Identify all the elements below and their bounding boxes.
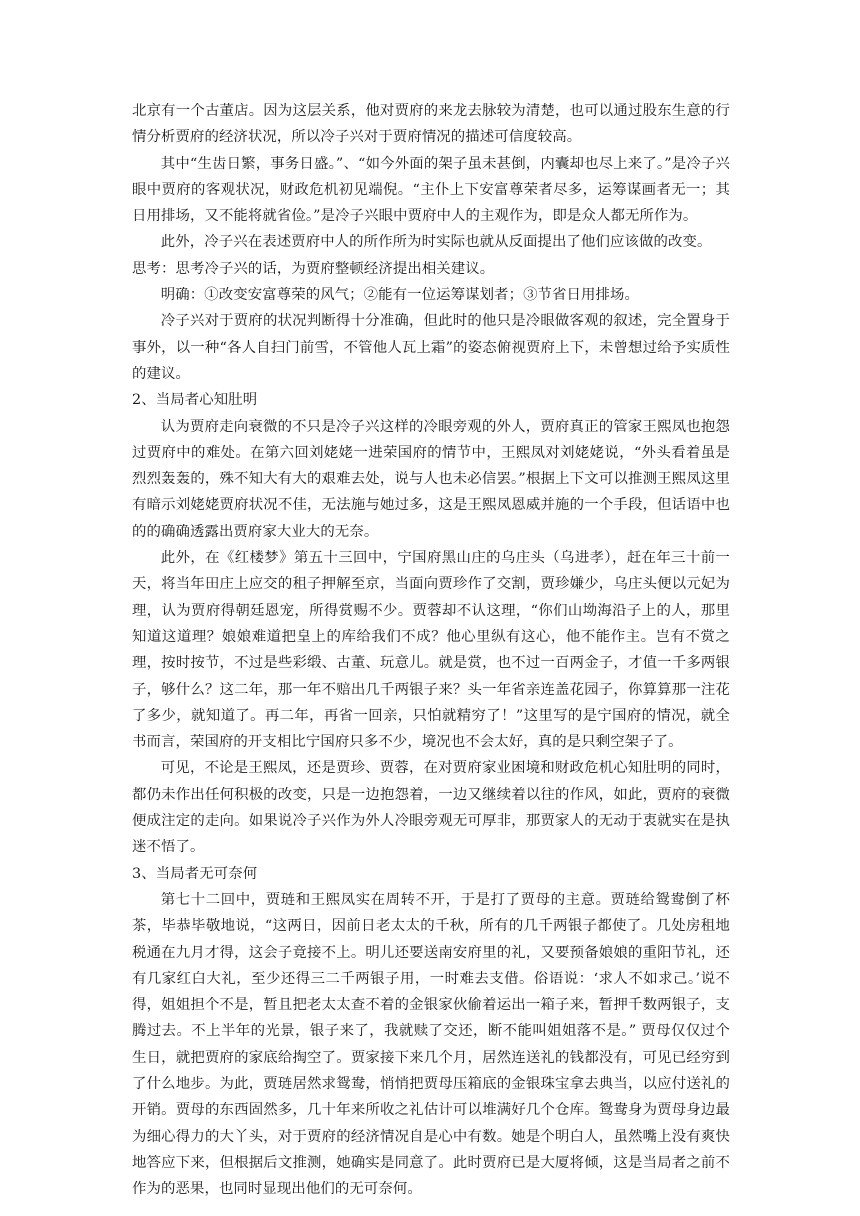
section-heading-2: 2、当局者心知肚明 xyxy=(132,392,258,409)
paragraph-conclusion-2: 可见，不论是王熙凤，还是贾珍、贾蓉，在对贾府家业困境和财政危机心知肚明的同时，都仍未作出任何积极的改变，只是一边抱怨着，一边又继续着以往的作风，如此，贾府的衰微便成注定的走向。如果说冷子兴作为外人冷眼旁观无可厚非，那贾家人的无动于衷就实在是执迷不悟了。 xyxy=(132,760,730,856)
document-body xyxy=(132,98,730,1202)
section-heading-3: 3、当局者无可奈何 xyxy=(132,865,258,882)
paragraph-bystander-summary: 冷子兴对于贾府的状况判断得十分准确，但此时的他只是冷眼做客观的叙述，完全置身于事外，以一种“各人自扫门前雪，不管他人瓦上霜”的姿态俯视贾府上下，未曾想过给予实质性的建议。 xyxy=(132,313,730,382)
paragraph-chapter-72: 第七十二回中，贾琏和王熙凤实在周转不开，于是打了贾母的主意。贾琏给鸳鸯倒了杯茶，毕恭毕敬地说，“这两日，因前日老太太的千秋，所有的几千两银子都使了。几处房租地税通在九月才得，这会子竟接不上。明儿还要送南安府里的礼，又要预备娘娘的重阳节礼，还有几家红白大礼，至少还得三二千两银子用，一时难去支借。俗语说：‘求人不如求己。’说不得，姐姐担个不是，暂且把老太太查不着的金银家伙偷着运出一箱子来，暂押千数两银子，支腾过去。不上半年的光景，银子来了，我就赎了交还，断不能叫姐姐落不是。” 贾母仅仅过个生日，就把贾府的家底给掏空了。贾家接下来几个月，居然连送礼的钱都没有，可见已经穷到了什么地步。为此，贾琏居然求鸳鸯，悄悄把贾母压箱底的金银珠宝拿去典当，以应付送礼的开销。贾母的东西固然多，几十年来所收之礼估计可以堆满好几个仓库。鸳鸯身为贾母身边最为细心得力的大丫头，对于贾府的经济情况自是心中有数。她是个明白人，虽然嘴上没有爽快地答应下来，但根据后文推测，她确实是同意了。此时贾府已是大厦将倾，这是当局者之前不作为的恶果，也同时显现出他们的无可奈何。 xyxy=(132,891,730,1198)
paragraph-wang-xifeng: 认为贾府走向衰微的不只是冷子兴这样的冷眼旁观的外人，贾府真正的管家王熙凤也抱怨过贾府中的难处。在第六回刘姥姥一进荣国府的情节中，王熙凤对刘姥姥说，“外头看着虽是烈烈轰轰的，殊不知大有大的艰难去处，说与人也未必信罢。”根据上下文可以推测王熙凤这里有暗示刘姥姥贾府状况不佳，无法施与她过多，这是王熙凤恩威并施的一个手段，但话语中也的的确确透露出贾府家大业大的无奈。 xyxy=(132,418,730,540)
paragraph-quote-analysis: 其中“生齿日繁，事务日盛。”、“如今外面的架子虽未甚倒，内囊却也尽上来了。”是冷子兴眼中贾府的客观状况，财政危机初见端倪。“主仆上下安富尊荣者尽多，运筹谋画者无一；其日用排场，又不能将就省俭。”是冷子兴眼中贾府中人的主观作为，即是众人都无所作为。 xyxy=(132,155,730,225)
paragraph-chapter-53: 此外，在《红楼梦》第五十三回中，宁国府黑山庄的乌庄头（乌进孝），赶在年三十前一天，将当年田庄上应交的租子押解至京，当面向贾珍作了交割，贾珍嫌少，乌庄头便以元妃为理，认为贾府得朝廷恩宠，所得赏赐不少。贾蓉却不认这理，“你们山坳海沿子上的人，那里知道这道理？娘娘难道把皇上的库给我们不成？他心里纵有这心，他不能作主。岂有不赏之理，按时按节，不过是些彩缎、古董、玩意儿。就是赏，也不过一百两金子，才值一千多两银子，够什么？这二年，那一年不赔出几千两银子来？头一年省亲连盖花园子，你算算那一注花了多少，就知道了。再二年，再省一回亲，只怕就精穷了！”这里写的是宁国府的情况，就全书而言，荣国府的开支相比宁国府只多不少，境况也不会太好，真的是只剩空架子了。 xyxy=(132,550,730,751)
paragraph-answer: 明确：①改变安富尊荣的风气；②能有一位运筹谋划者；③节省日用排场。 xyxy=(160,287,639,304)
paragraph-thinking-question: 思考：思考冷子兴的话，为贾府整顿经济提出相关建议。 xyxy=(132,260,495,277)
paragraph-reverse-suggestion: 此外，冷子兴在表述贾府中人的所作所为时实际也就从反面提出了他们应该做的改变。 xyxy=(160,234,712,251)
paragraph-intro-continuation: 北京有一个古董店。因为这层关系，他对贾府的来龙去脉较为清楚，也可以通过股东生意的行情分析贾府的经济状况，所以冷子兴对于贾府情况的描述可信度较高。 xyxy=(132,103,730,146)
